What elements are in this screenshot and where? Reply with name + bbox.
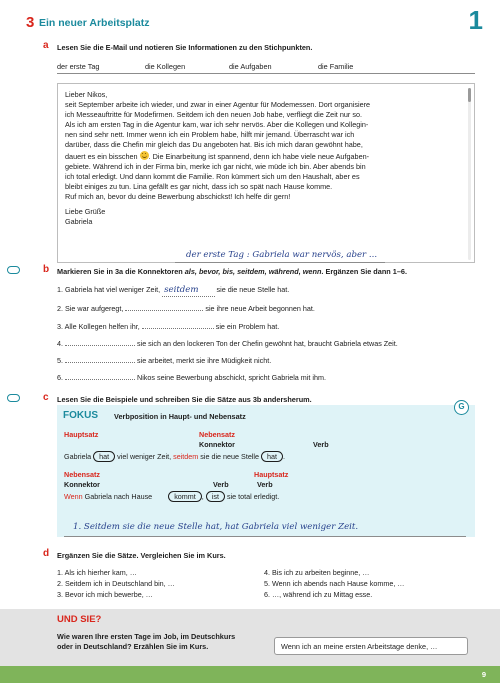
task-c-instruction: Lesen Sie die Beispiele und schreiben Sie die Sätze aus 3b andersherum.: [57, 395, 312, 404]
und-sie-question: [57, 632, 235, 652]
item-text-before: Gabriela hat viel weniger Zeit,: [65, 285, 161, 294]
keyword-first-day: der erste Tag: [57, 62, 100, 71]
task-b-connectors: als, bevor, bis, seitdem, während, wenn: [184, 267, 322, 276]
task-d-instruction: Ergänzen Sie die Sätze. Vergleichen Sie im Kurs.: [57, 551, 226, 560]
item-number: 2.: [57, 304, 63, 313]
smiley-icon: [140, 151, 149, 160]
verb-pill: hat: [261, 451, 283, 462]
task-d-item: 5. Wenn ich abends nach Hause komme, …: [264, 579, 405, 588]
email-greeting: Lieber Nikos,: [65, 90, 108, 99]
keyword-line: [57, 73, 475, 74]
item-text-after: sie ein Problem hat.: [215, 322, 280, 331]
exercise-b-item-5: [57, 356, 271, 365]
question-line: Wie waren Ihre ersten Tage im Job, im Deutschkurs: [57, 632, 236, 641]
item-text-after: sie die neue Stelle hat.: [216, 285, 290, 294]
task-a-instruction: Lesen Sie die E-Mail und notieren Sie Informationen zu den Stichpunkten.: [57, 43, 313, 52]
item-number: 6.: [57, 373, 63, 382]
email-line: gebiete. Während ich in der Firma bin, merke ich gar nicht, wie müde ich bin. Aber abends bin: [65, 161, 366, 171]
task-b-instruction-end: . Ergänzen Sie dann 1–6.: [321, 267, 407, 276]
task-d-item: 3. Bevor ich mich bewerbe, …: [57, 590, 153, 599]
page-footer: [0, 666, 500, 683]
sentence-part: sie die neue Stelle: [200, 452, 260, 461]
pair-work-icon: [7, 394, 20, 402]
label-verb-2: Verb: [213, 480, 229, 489]
email-line-part: . Die Einarbeitung ist spannend, denn ich habe viele neue Aufgaben-: [148, 151, 370, 161]
email-scrollbar[interactable]: [468, 88, 471, 260]
task-d-item: 1. Als ich hierher kam, …: [57, 568, 137, 577]
task-d-item: 6. …, während ich zu Mittag esse.: [264, 590, 373, 599]
example-sentence-1: Gabriela hat viel weniger Zeit, seitdem sie die neue Stelle hat .: [64, 452, 286, 461]
lesson-number: 3: [26, 14, 35, 31]
verb-pill: hat: [93, 451, 115, 462]
keyword-tasks: die Aufgaben: [229, 62, 272, 71]
answer-blank-4[interactable]: [65, 339, 135, 346]
item-text-after: Nikos seine Bewerbung abschickt, spricht Gabriela mit ihm.: [137, 373, 326, 382]
fokus-subtitle: Verbposition in Haupt- und Nebensatz: [114, 412, 246, 421]
label-konnektor-2: Konnektor: [64, 480, 100, 489]
email-line: ich total erledigt. Und dann kommt die Familie. Ron kümmert sich um den Haushalt, aber es: [65, 171, 360, 181]
email-line: [65, 151, 464, 162]
question-line: oder in Deutschland? Erzählen Sie im Kurs.: [57, 642, 209, 651]
email-line: seit September arbeite ich wieder, und zwar in einer Agentur für Modemessen. Dort organisiere: [65, 100, 371, 110]
email-scroll-thumb[interactable]: [468, 88, 471, 102]
item-text-after: sie ihre neue Arbeit begonnen hat.: [205, 304, 315, 313]
email-closing: Liebe Grüße: [65, 207, 106, 217]
speech-bubble: Wenn ich an meine ersten Arbeitstage denke, …: [274, 637, 468, 655]
exercise-b-item-6: [57, 373, 326, 382]
email-box: [57, 83, 475, 263]
email-line-part: dauert es ein bisschen: [65, 151, 138, 161]
email-signature: Gabriela: [65, 217, 93, 227]
grammar-badge[interactable]: G: [454, 400, 469, 415]
label-hauptsatz-2: Hauptsatz: [254, 470, 289, 479]
page-number: 9: [481, 670, 486, 679]
answer-blank-6[interactable]: [65, 373, 135, 380]
exercise-b-item-1: [57, 285, 289, 297]
task-b-instruction: [57, 267, 407, 276]
label-nebensatz-2: Nebensatz: [64, 470, 100, 479]
answer-blank-3[interactable]: [142, 322, 214, 329]
answer-blank-1[interactable]: seitdem: [162, 285, 214, 297]
task-b-instruction-start: Markieren Sie in 3a die Konnektoren: [57, 267, 185, 276]
item-text-before: Alle Kollegen helfen ihr,: [64, 322, 140, 331]
label-hauptsatz: Hauptsatz: [64, 430, 99, 439]
keyword-family: die Familie: [318, 62, 354, 71]
exercise-b-item-4: [57, 339, 398, 348]
label-nebensatz: Nebensatz: [199, 430, 235, 439]
item-text-after: sie sich an den lockeren Ton der Chefin gewöhnt hat, braucht Gabriela etwas Zeit.: [137, 339, 398, 348]
label-konnektor: Konnektor: [199, 440, 235, 449]
email-line: Ruf mich an, bevor du deine Bewerbung abschickst! Ich helfe dir gern!: [65, 191, 291, 201]
pair-work-icon: [7, 266, 20, 274]
task-d-item: 2. Seitdem ich in Deutschland bin, …: [57, 579, 175, 588]
sentence-part: Gabriela: [64, 452, 92, 461]
task-d-letter: d: [43, 548, 50, 559]
email-line: darüber, dass die Chefin mir gleich das Du angeboten hat. Bis ich mich daran gewöhnt habe,: [65, 140, 363, 150]
item-number: 4.: [57, 339, 63, 348]
label-verb-3: Verb: [257, 480, 273, 489]
task-c-letter: c: [43, 392, 49, 403]
answer-blank-2[interactable]: [125, 304, 203, 311]
item-number: 5.: [57, 356, 63, 365]
email-line: nen sind sehr nett. Immer wenn ich ein Problem habe, hilft mir jemand. Überrascht war ich: [65, 130, 355, 140]
und-sie-title: UND SIE?: [57, 614, 102, 625]
verb-pill: ist: [206, 491, 225, 502]
connector-word: Wenn: [64, 492, 83, 501]
item-number: 1.: [57, 285, 63, 294]
sentence-part: viel weniger Zeit,: [117, 452, 172, 461]
task-d-item: 4. Bis ich zu arbeiten beginne, …: [264, 568, 370, 577]
item-number: 3.: [57, 322, 63, 331]
sentence-part: sie total erledigt.: [226, 492, 280, 501]
sentence-part: Gabriela nach Hause: [84, 492, 153, 501]
fokus-label: FOKUS: [63, 410, 98, 421]
answer-blank-5[interactable]: [65, 356, 135, 363]
item-text-before: Sie war aufgeregt,: [65, 304, 124, 313]
task-a-letter: a: [43, 40, 49, 51]
task-b-letter: b: [43, 264, 50, 275]
item-text-after: sie arbeitet, merkt sie ihre Müdigkeit nicht.: [137, 356, 272, 365]
email-line: ich Messeauftritte für Modefirmen. Seitdem ich den neuen Job habe, verfliegt die Zeit nur so.: [65, 110, 363, 120]
example-sentence-2: Wenn Gabriela nach Hause kommt , ist sie total erledigt.: [64, 492, 280, 501]
exercise-b-item-2: [57, 304, 315, 313]
keyword-colleagues: die Kollegen: [145, 62, 186, 71]
exercise-b-item-3: [57, 322, 279, 331]
email-line: Als ich am ersten Tag in die Agentur kam, war ich sehr nervös. Aber die Kollegen und Kollegin-: [65, 120, 369, 130]
verb-pill: kommt: [168, 491, 202, 502]
connector-word: seitdem: [173, 452, 199, 461]
handwritten-answer-c: 1. Seitdem sie die neue Stelle hat, hat Gabriela viel weniger Zeit.: [73, 522, 359, 532]
answer-line: [64, 536, 466, 537]
unit-number: 1: [468, 5, 483, 35]
note-line: [175, 262, 385, 263]
handwritten-note-a: der erste Tag : Gabriela war nervös, aber ...: [186, 250, 378, 260]
label-verb: Verb: [313, 440, 329, 449]
email-line: bleibt einiges zu tun. Lina gefällt es gar nicht, dass ich so spät nach Hause komme.: [65, 181, 333, 191]
lesson-title: Ein neuer Arbeitsplatz: [39, 17, 150, 29]
